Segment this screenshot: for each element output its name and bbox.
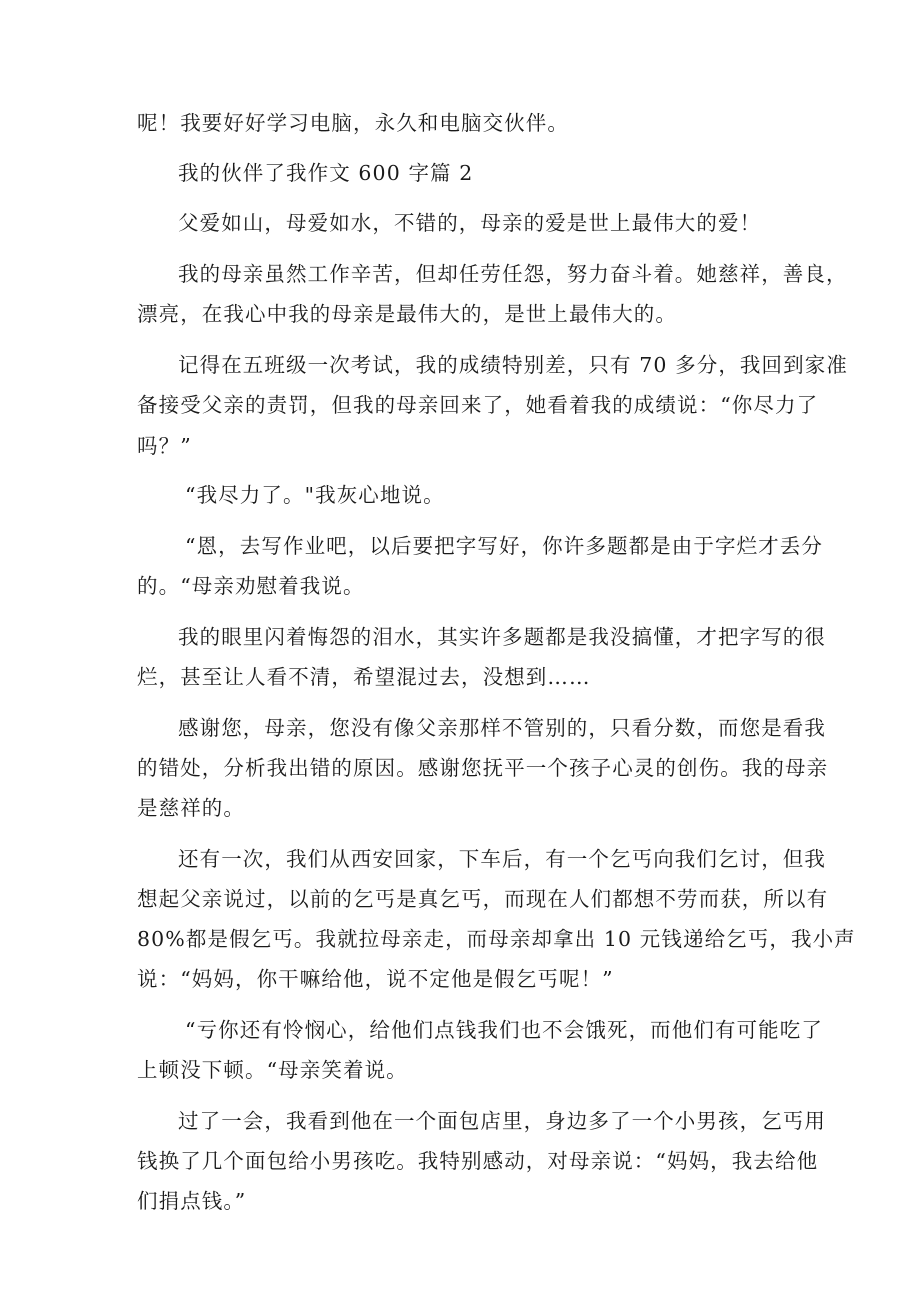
text-line: 过了一会，我看到他在一个面包店里，身边多了一个小男孩，乞丐用 [178,1109,826,1133]
text-line: 钱换了几个面包给小男孩吃。我特别感动，对母亲说：“妈妈，我去给他 [137,1149,819,1173]
text-line: 想起父亲说过，以前的乞丐是真乞丐，而现在人们都想不劳而获，所以有 [137,887,829,911]
text-line: 备接受父亲的责罚，但我的母亲回来了，她看着我的成绩说：“你尽力了 [137,393,819,417]
text-line: 是慈祥的。 [137,796,245,820]
text-line: 烂，甚至让人看不清，希望混过去，没想到…… [137,665,591,689]
text-line: 上顿没下顿。“母亲笑着说。 [137,1058,408,1082]
text-line: 的错处，分析我出错的原因。感谢您抚平一个孩子心灵的创伤。我的母亲 [137,756,829,780]
section-heading: 我的伙伴了我作文 600 字篇 2 [178,161,474,185]
text-line: 80%都是假乞丐。我就拉母亲走，而母亲却拿出 10 元钱递给乞丐，我小声 [137,927,856,951]
text-line: “亏你还有怜悯心，给他们点钱我们也不会饿死，而他们有可能吃了 [185,1018,823,1042]
text-line: “恩，去写作业吧，以后要把字写好，你许多题都是由于字烂才丢分 [185,534,823,558]
text-line: 漂亮，在我心中我的母亲是最伟大的，是世上最伟大的。 [137,302,677,326]
text-line: 还有一次，我们从西安回家，下车后，有一个乞丐向我们乞讨，但我 [178,847,826,871]
text-line: 呢！我要好好学习电脑，永久和电脑交伙伴。 [137,111,569,135]
text-line: 我的母亲虽然工作辛苦，但却任劳任怨，努力奋斗着。她慈祥，善良， [178,262,848,286]
text-line: 们捐点钱。” [137,1189,247,1213]
text-line: 说：“妈妈，你干嘛给他，说不定他是假乞丐呢！” [137,967,614,991]
text-line: “我尽力了。"我灰心地说。 [185,483,445,507]
text-line: 的。“母亲劝慰着我说。 [137,574,365,598]
text-line: 父爱如山，母爱如水，不错的，母亲的爱是世上最伟大的爱！ [178,211,762,235]
text-line: 吗？” [137,434,192,458]
text-line: 感谢您，母亲，您没有像父亲那样不管别的，只看分数，而您是看我 [178,716,826,740]
text-line: 记得在五班级一次考试，我的成绩特别差，只有 70 多分，我回到家准 [178,353,848,377]
text-line: 我的眼里闪着悔怨的泪水，其实许多题都是我没搞懂，才把字写的很 [178,625,826,649]
